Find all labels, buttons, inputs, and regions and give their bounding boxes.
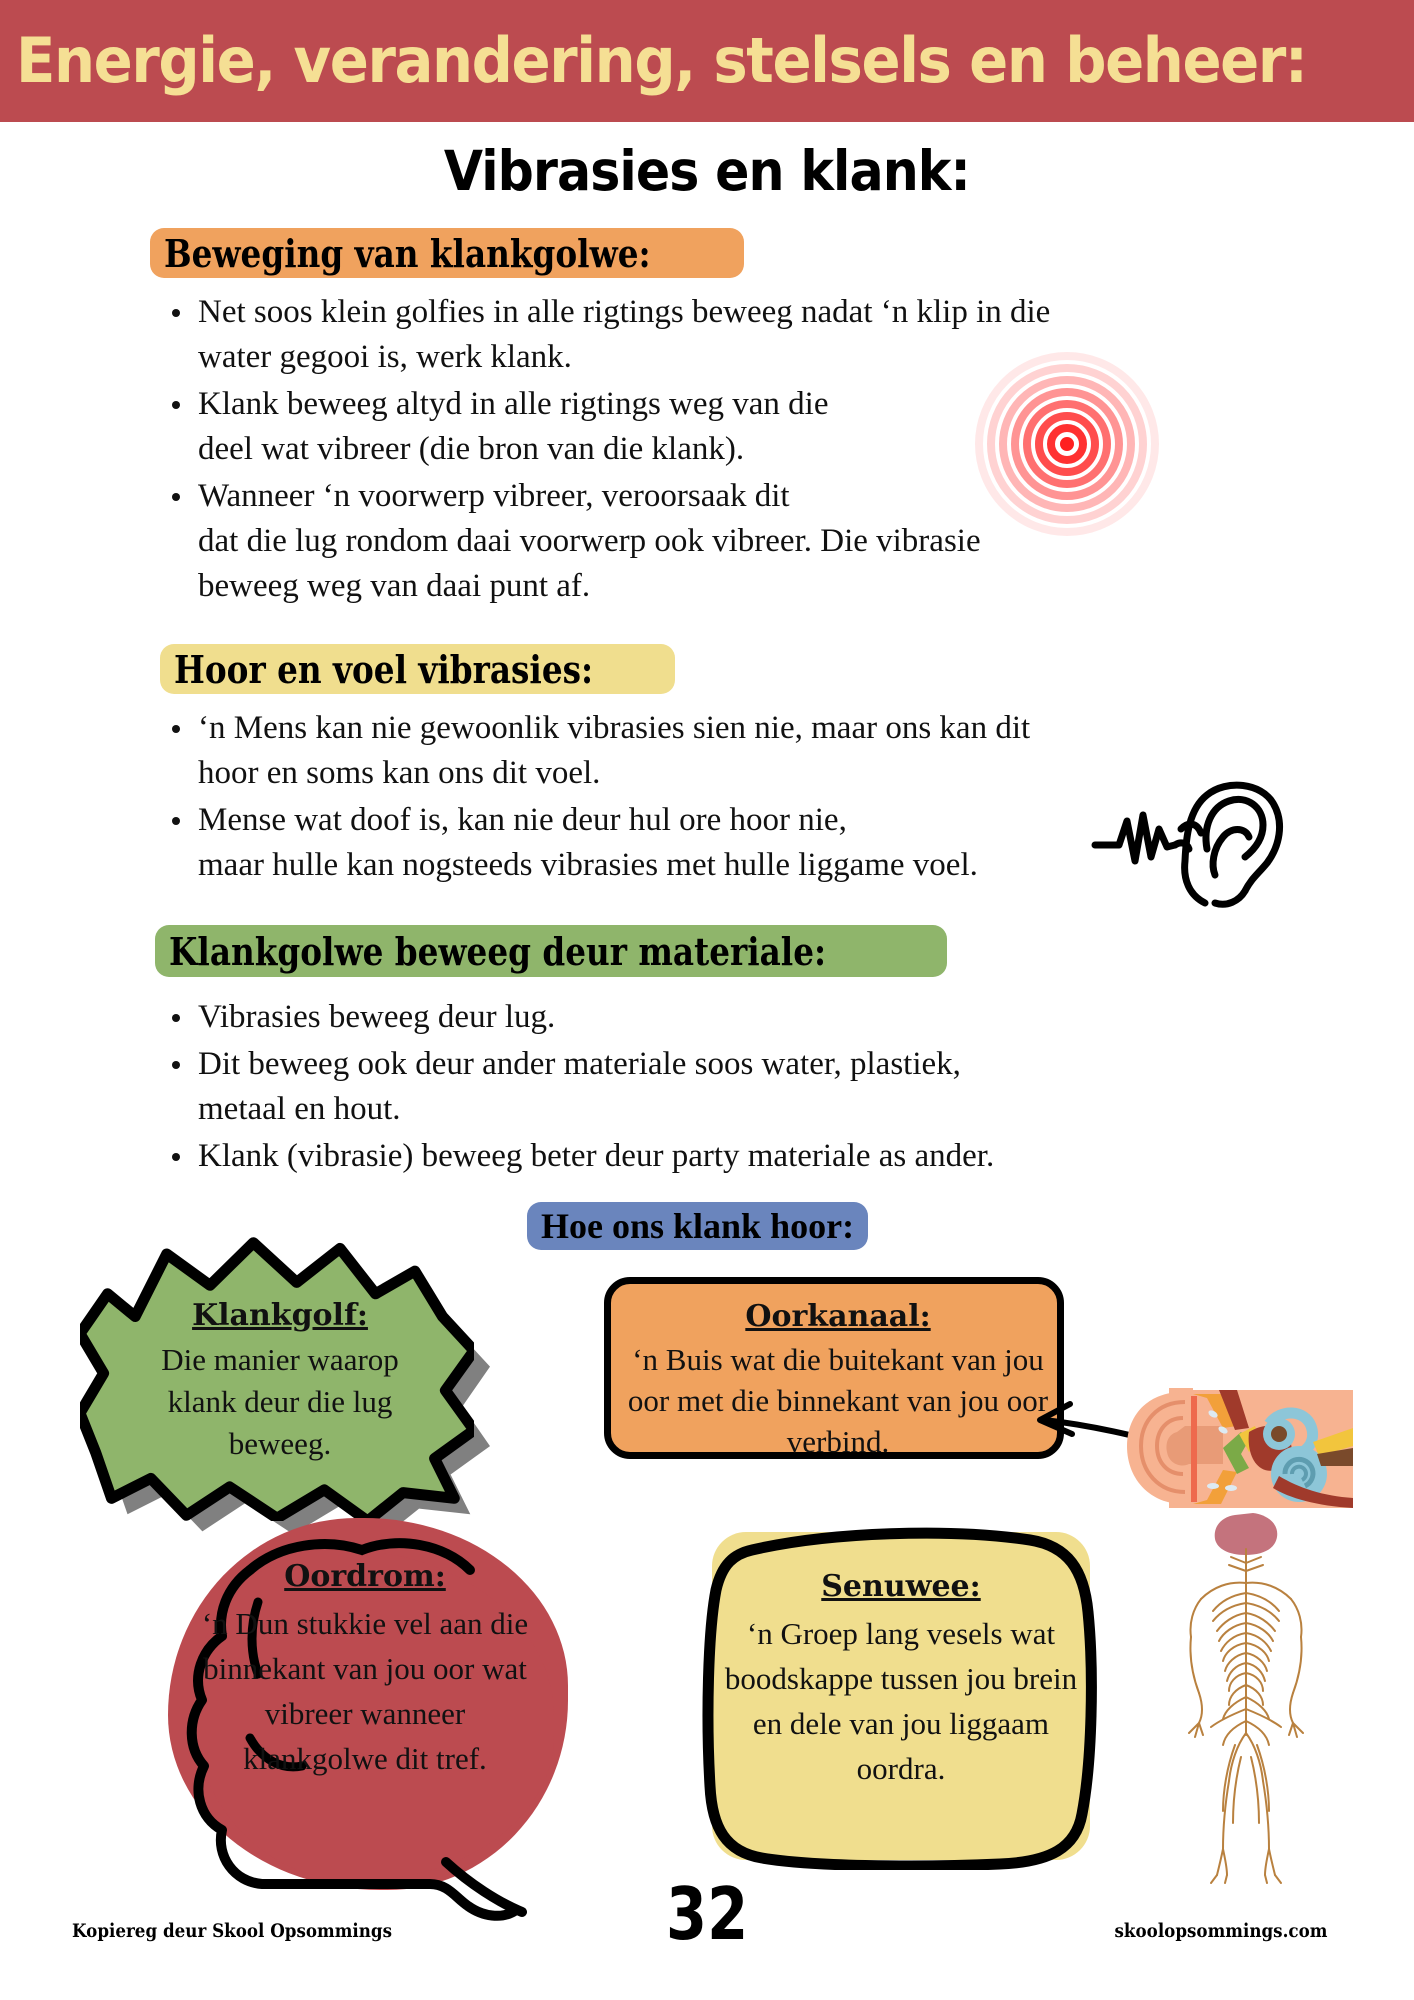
bullet-line: Dit beweeg ook deur ander materiale soos water, plastiek, — [198, 1046, 961, 1082]
section-heading-hoe-label: Hoe ons klank hoor: — [541, 1206, 855, 1246]
bullet-line: Klank beweeg altyd in alle rigtings weg van die — [198, 386, 829, 422]
list-item — [160, 1134, 1240, 1179]
callout-line: jou brein en dele van — [752, 1661, 1078, 1741]
bullet-line: water gegooi is, werk klank. — [198, 339, 572, 375]
callout-klankgolf — [80, 1237, 490, 1537]
callout-line: ‘n Buis wat die buitekant van — [632, 1342, 997, 1377]
footer-copyright — [72, 1920, 436, 1942]
callout-oorkanaal-title: Oorkanaal: — [745, 1299, 931, 1334]
callout-oordrom-title: Oordrom: — [284, 1559, 446, 1594]
bullet-line: Net soos klein golfies in alle rigtings beweeg nadat ‘n klip in die — [198, 294, 1051, 330]
callout-line: klank deur die lug — [167, 1384, 393, 1419]
callout-klankgolf-text — [125, 1295, 435, 1465]
section-heading-beweging — [150, 228, 744, 278]
section-heading-klankgolwe — [155, 925, 947, 977]
bullet-line: Mense wat doof is, kan nie deur hul ore hoor nie, — [198, 802, 847, 838]
callout-line: van jou oor verbind. — [786, 1383, 1049, 1459]
callout-senuwee-text — [722, 1564, 1080, 1791]
bullet-line: Vibrasies beweeg deur lug. — [198, 999, 556, 1035]
bullet-line: dat die lug rondom daai voorwerp ook vibreer. Die vibrasie — [198, 523, 981, 559]
page-number-text: 32 — [665, 1872, 749, 1956]
callout-line: ‘n Groep lang vesels — [746, 1616, 1003, 1651]
ear-listening-icon — [1085, 775, 1300, 910]
callout-line: van jou oor wat — [333, 1651, 527, 1686]
bullet-list-hoor — [160, 706, 1240, 890]
callout-oorkanaal-text — [623, 1296, 1053, 1462]
bullet-line: maar hulle kan nogsteeds vibrasies met hulle liggame voel. — [198, 847, 978, 883]
callout-klankgolf-title: Klankgolf: — [192, 1298, 368, 1333]
list-item — [160, 798, 1240, 888]
nervous-system-image — [1145, 1505, 1355, 1885]
bullet-line: beweeg weg van daai punt af. — [198, 568, 591, 604]
ripple-icon — [975, 352, 1160, 537]
callout-line: klankgolwe dit tref. — [243, 1741, 487, 1776]
bullet-line: deel wat vibreer (die bron van die klank). — [198, 431, 745, 467]
section-heading-hoor-label: Hoor en voel vibrasies: — [174, 646, 594, 692]
callout-line: aan die binnekant — [203, 1606, 529, 1686]
footer-copyright-text: Kopiereg deur Skool Opsommings — [72, 1920, 393, 1942]
callout-senuwee-title: Senuwee: — [821, 1569, 981, 1604]
list-item — [160, 1042, 1240, 1132]
callout-line: ‘n Dun stukkie vel — [201, 1606, 432, 1641]
callout-line: jou liggaam oordra. — [856, 1706, 1050, 1786]
callout-line: jou oor met die binnekant — [627, 1342, 1044, 1418]
callout-senuwee — [700, 1522, 1100, 1870]
callout-line: wat boodskappe tussen — [724, 1616, 1056, 1696]
bullet-line: hoor en soms kan ons dit voel. — [198, 755, 601, 791]
bullet-line: Klank (vibrasie) beweeg beter deur party materiale as ander. — [198, 1138, 995, 1174]
section-heading-klankgolwe-label: Klankgolwe beweeg deur materiale: — [169, 928, 827, 974]
header-banner — [0, 0, 1414, 122]
bullet-line: metaal en hout. — [198, 1091, 401, 1127]
list-item — [160, 995, 1240, 1040]
callout-oordrom — [130, 1510, 600, 1930]
page-number — [0, 1872, 1414, 1956]
callout-line: vibreer wanneer — [264, 1696, 466, 1731]
callout-oorkanaal — [604, 1277, 1064, 1459]
page-title-text: Vibrasies en klank: — [444, 139, 970, 203]
bullet-line: Wanneer ‘n voorwerp vibreer, veroorsaak dit — [198, 478, 790, 514]
header-title: Energie, verandering, stelsels en beheer: — [16, 24, 1307, 97]
section-heading-beweging-label: Beweging van klankgolwe: — [164, 230, 651, 276]
callout-oordrom-text — [200, 1554, 530, 1781]
callout-line: Die manier waarop — [161, 1342, 399, 1377]
section-heading-hoor — [160, 644, 675, 694]
bullet-list-materiale — [160, 995, 1240, 1181]
footer-website-text: skoolopsommings.com — [1114, 1920, 1328, 1942]
footer-website[interactable] — [1100, 1920, 1342, 1942]
bullet-line: ‘n Mens kan nie gewoonlik vibrasies sien nie, maar ons kan dit — [198, 710, 1031, 746]
callout-line: beweeg. — [228, 1426, 332, 1461]
page-title — [0, 140, 1414, 202]
list-item — [160, 706, 1240, 796]
footer — [0, 1872, 1414, 1970]
section-heading-hoe-ons-klank-hoor — [527, 1202, 868, 1250]
ear-anatomy-image — [1073, 1370, 1353, 1520]
